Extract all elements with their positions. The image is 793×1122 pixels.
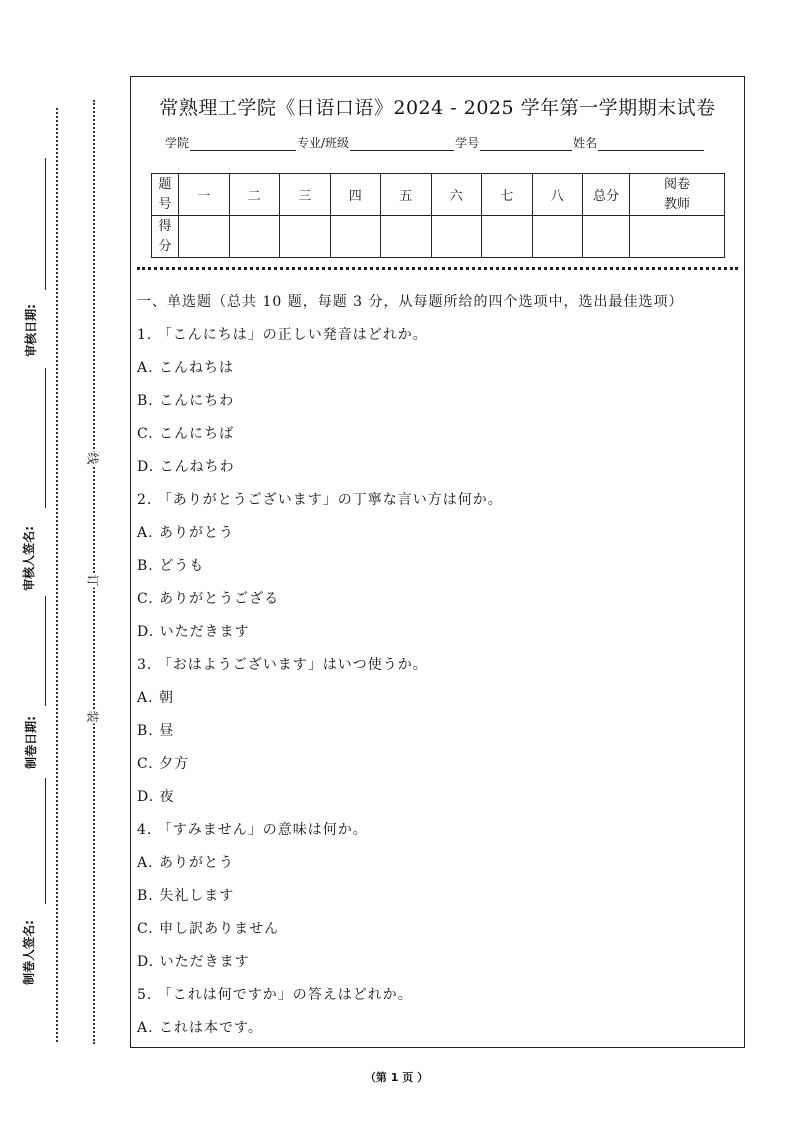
q2-option-b: B. どうも	[137, 558, 205, 574]
field-id-blank[interactable]	[480, 138, 572, 151]
question-4: 4. 「すみません」の意味は何か。	[137, 822, 368, 838]
row-label-question-no	[152, 174, 179, 216]
header-total: 总分	[583, 174, 630, 216]
header-3: 三	[280, 174, 331, 216]
score-cell-8[interactable]	[532, 216, 583, 258]
bind-char-ding: 订	[83, 574, 104, 588]
exam-title: 常熟理工学院《日语口语》2024 - 2025 学年第一学期期末试卷	[159, 97, 716, 119]
dotted-separator	[137, 267, 738, 270]
field-name-blank[interactable]	[598, 138, 704, 151]
header-2: 二	[229, 174, 280, 216]
header-7: 七	[482, 174, 533, 216]
score-table	[151, 173, 725, 258]
binding-line-4	[45, 778, 46, 904]
binding-line-top	[45, 158, 46, 290]
bind-char-xian: 线	[83, 452, 104, 466]
q4-option-a: A. ありがとう	[137, 855, 235, 871]
header-4: 四	[330, 174, 381, 216]
field-major-label: 专业/班级	[297, 136, 350, 150]
field-major-blank[interactable]	[350, 138, 454, 151]
review-date-label: 审核日期:	[23, 304, 38, 357]
q2-option-a: A. ありがとう	[137, 525, 235, 541]
row-label-score	[152, 216, 179, 258]
question-5: 5. 「これは何ですか」の答えはどれか。	[137, 987, 413, 1003]
q1-option-c: C. こんにちば	[137, 426, 235, 442]
score-cell-4[interactable]	[330, 216, 381, 258]
page-footer: （第 1 页 ）	[364, 1071, 429, 1084]
score-cell-5[interactable]	[381, 216, 432, 258]
score-cell-7[interactable]	[482, 216, 533, 258]
student-info-row	[165, 134, 705, 151]
field-id-label: 学号	[455, 136, 480, 150]
field-college-blank[interactable]	[190, 138, 296, 151]
score-cell-2[interactable]	[229, 216, 280, 258]
q3-option-d: D. 夜	[137, 789, 175, 805]
q4-option-c: C. 申し訳ありません	[137, 921, 280, 937]
field-name-label: 姓名	[573, 136, 598, 150]
q5-option-a: A. これは本です。	[137, 1020, 263, 1036]
header-grader	[630, 174, 725, 216]
question-1: 1. 「こんにちは」の正しい発音はどれか。	[137, 327, 428, 343]
paper-date-label: 制卷日期:	[23, 716, 38, 769]
reviewer-signature-label: 审核人签名:	[21, 526, 36, 591]
score-cell-grader[interactable]	[630, 216, 725, 258]
paper-maker-signature-label: 制卷人签名:	[21, 920, 36, 985]
q4-option-b: B. 失礼します	[137, 888, 235, 904]
score-table-header-row	[152, 174, 725, 216]
section-1-heading: 一、单选题（总共 10 题，每题 3 分，从每题所给的四个选项中，选出最佳选项）	[137, 294, 684, 310]
binding-dotted-line-inner	[93, 100, 95, 1044]
q4-option-d: D. いただきます	[137, 954, 250, 970]
question-3: 3. 「おはようございます」はいつ使うか。	[137, 657, 428, 673]
q1-option-a: A. こんねちは	[137, 360, 235, 376]
q3-option-a: A. 朝	[137, 690, 175, 706]
header-1: 一	[179, 174, 230, 216]
header-8: 八	[532, 174, 583, 216]
q3-option-b: B. 昼	[137, 723, 175, 739]
header-6: 六	[431, 174, 482, 216]
header-5: 五	[381, 174, 432, 216]
q3-option-c: C. 夕方	[137, 756, 190, 772]
binding-line-2	[45, 368, 46, 508]
score-cell-1[interactable]	[179, 216, 230, 258]
q2-option-d: D. いただきます	[137, 624, 250, 640]
q2-option-c: C. ありがとうござる	[137, 591, 280, 607]
exam-frame	[130, 76, 745, 1048]
q1-option-b: B. こんにちわ	[137, 393, 235, 409]
field-college-label: 学院	[165, 136, 190, 150]
binding-line-3	[45, 596, 46, 706]
q1-option-d: D. こんねちわ	[137, 459, 235, 475]
row-label-question-no-text: 题号	[158, 176, 172, 212]
section-1	[137, 289, 738, 1048]
binding-dotted-line-outer	[56, 108, 58, 1042]
header-grader-text: 阅卷教师	[663, 176, 690, 212]
score-cell-6[interactable]	[431, 216, 482, 258]
score-cell-3[interactable]	[280, 216, 331, 258]
row-label-score-text: 得分	[158, 218, 172, 254]
score-cell-total[interactable]	[583, 216, 630, 258]
score-table-score-row	[152, 216, 725, 258]
bind-char-zhuang: 装	[83, 710, 104, 724]
question-2: 2. 「ありがとうございます」の丁寧な言い方は何か。	[137, 492, 503, 508]
